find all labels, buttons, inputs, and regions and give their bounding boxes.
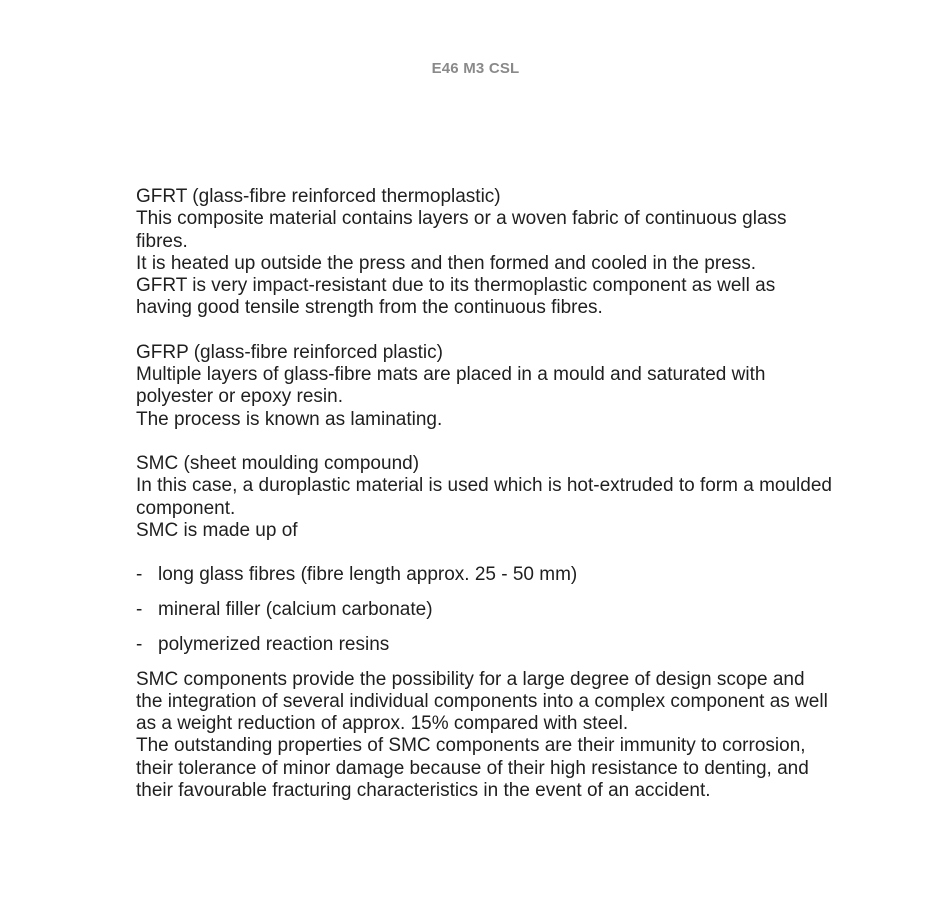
section-smc — [136, 453, 836, 802]
page-title: E46 M3 CSL — [431, 60, 520, 77]
list-item-text: polymerized reaction resins — [158, 633, 390, 655]
paragraph: The process is known as laminating. — [136, 408, 443, 430]
bullet-dash: - — [136, 598, 143, 620]
list-item-text: long glass fibres (fibre length approx. 25 - 50 mm) — [158, 564, 578, 586]
paragraph: This composite material contains layers or a woven fabric of continuous glass fibres. — [136, 208, 787, 252]
document-body — [136, 186, 836, 802]
list-item — [136, 599, 836, 621]
paragraph: SMC components provide the possibility for a large degree of design scope and the integration of several individual components into a complex component as well as a weight reduction of approx. 15% compared with steel. — [136, 668, 828, 735]
list-item-text: mineral filler (calcium carbonate) — [158, 598, 433, 620]
list-item — [136, 564, 836, 586]
section-heading: GFRT (glass-fibre reinforced thermoplastic) — [136, 186, 501, 207]
bullet-dash: - — [136, 633, 143, 655]
closing-paragraphs — [136, 669, 836, 803]
paragraph: It is heated up outside the press and then formed and cooled in the press. — [136, 252, 757, 274]
paragraph: GFRT is very impact-resistant due to its thermoplastic component as well as having good tensile strength from the continuous fibres. — [136, 275, 776, 319]
paragraph: SMC is made up of — [136, 519, 298, 541]
section-heading: GFRP (glass-fibre reinforced plastic) — [136, 341, 443, 363]
bullet-list — [136, 564, 836, 656]
section-gfrp — [136, 342, 836, 431]
section-gfrt — [136, 186, 836, 320]
section-heading: SMC (sheet moulding compound) — [136, 452, 420, 474]
bullet-dash: - — [136, 564, 143, 586]
list-item — [136, 634, 836, 656]
paragraph: The outstanding properties of SMC components are their immunity to corrosion, their tolerance of minor damage because of their high resistance to denting, and their favourable fracturing characteristics in the event of an accident. — [136, 735, 809, 802]
paragraph: In this case, a duroplastic material is used which is hot-extruded to form a moulded component. — [136, 475, 832, 519]
paragraph: Multiple layers of glass-fibre mats are placed in a mould and saturated with polyester or epoxy resin. — [136, 364, 766, 408]
